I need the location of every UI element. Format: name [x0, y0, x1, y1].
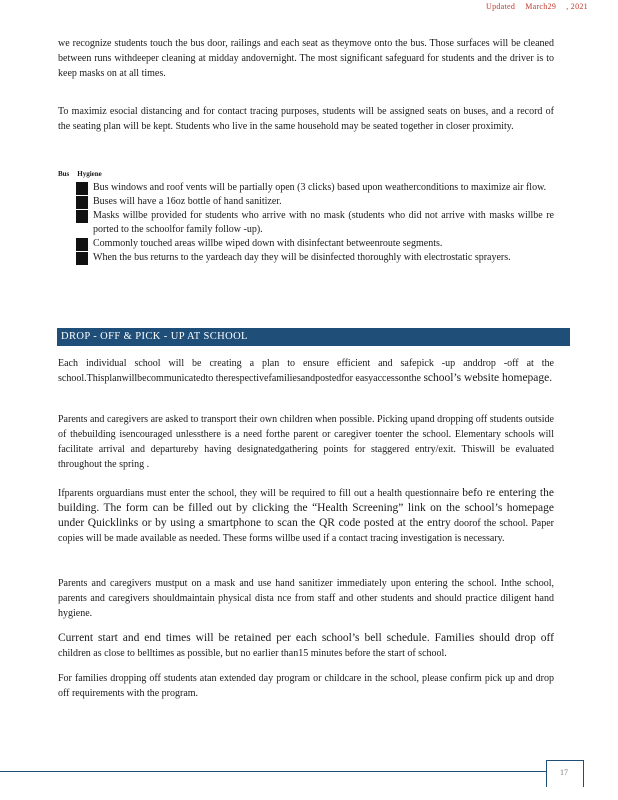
mask-sanitizer-paragraph: Parents and caregivers mustput on a mask and use hand sanitizer immediately upon entering the school. Inthe school, parents and caregivers shouldmaintain physical dista nce from staff and other students and should practice diligent hand hygiene. [58, 578, 554, 619]
page-number: 17 [560, 768, 568, 777]
list-item: Buses will have a 16oz bottle of hand sanitizer. [76, 195, 554, 209]
bullet-square-icon [76, 182, 88, 195]
transport-paragraph: Parents and caregivers are asked to transport their own children when possible. Picking upand dropping off students outside of thebuilding isencouraged unlessthere is a need forthe parent or caregiver toenter the school. Elementary schools will facilitate arrival and departureby having designatedgathering points for staggered entry/exit. Thiswill be evaluated throughout the spring . [58, 414, 554, 470]
bus-hygiene-list [76, 181, 554, 265]
updated-month-day: March29 [525, 2, 557, 11]
list-item: Commonly touched areas willbe wiped down with disinfectant betweenroute segments. [76, 237, 554, 251]
extended-day-paragraph: For families dropping off students atan extended day program or childcare in the school, please confirm pick up and drop off requirements with the program. [58, 673, 554, 699]
bell-schedule-paragraph: Current start and end times will be retained per each school’s bell schedule. Families should drop off children as close to belltimes as possible, but no earlier than15 minutes before the start of school. [58, 632, 554, 659]
bullet-square-icon [76, 196, 88, 209]
bullet-square-icon [76, 252, 88, 265]
bus-hygiene-label-1: Bus [58, 170, 70, 178]
bus-hygiene-heading [58, 170, 110, 178]
school-plan-paragraph: Each individual school will be creating a plan to ensure efficient and safepick -up anddrop -off at the school.Thisplanwillbecommunicatedto therespectivefamiliesandpostedfor easyaccessonthe school’s website homepage. [58, 358, 554, 384]
bus-cleaning-paragraph: we recognize students touch the bus door, railings and each seat as theymove onto the bus. Those surfaces will be cleaned between runs withdeeper cleaning at midday andovernight. The most significant safeguard for students and the driver is to keep masks on at all times. [58, 38, 554, 79]
bus-hygiene-label-2: Hygiene [77, 170, 102, 178]
updated-label: Updated [486, 2, 516, 11]
list-item: When the bus returns to the yardeach day they will be disinfected thoroughly with electrostatic sprayers. [76, 251, 554, 265]
list-item: Bus windows and roof vents will be partially open (3 clicks) based upon weatherconditions to maximize air flow. [76, 181, 554, 195]
health-screening-paragraph: Ifparents orguardians must enter the school, they will be required to fill out a health questionnaire befo re entering the building. The form can be filled out by clicking the “Health Screening” link on the school’s homepage under Quicklinks or by using a smartphone to scan the QR code posted at the entry doorof the school. Paper copies will be made available as needed. These forms willbe used if a contact tracing investigation is necessary. [58, 487, 554, 544]
footer-rule [0, 771, 546, 772]
bullet-square-icon [76, 238, 88, 251]
list-item: Masks willbe provided for students who arrive with no mask (students who did not arrive with masks willbe re ported to the schoolfor family follow -up). [76, 209, 554, 237]
updated-date [476, 2, 588, 11]
updated-year: , 2021 [566, 2, 588, 11]
distancing-paragraph: To maximiz esocial distancing and for contact tracing purposes, students will be assigned seats on buses, and a record of the seating plan will be kept. Students who live in the same household may be seated together in closer proximity. [58, 106, 554, 132]
bullet-square-icon [76, 210, 88, 223]
section-title-banner: DROP - OFF & PICK - UP AT SCHOOL [57, 328, 570, 346]
